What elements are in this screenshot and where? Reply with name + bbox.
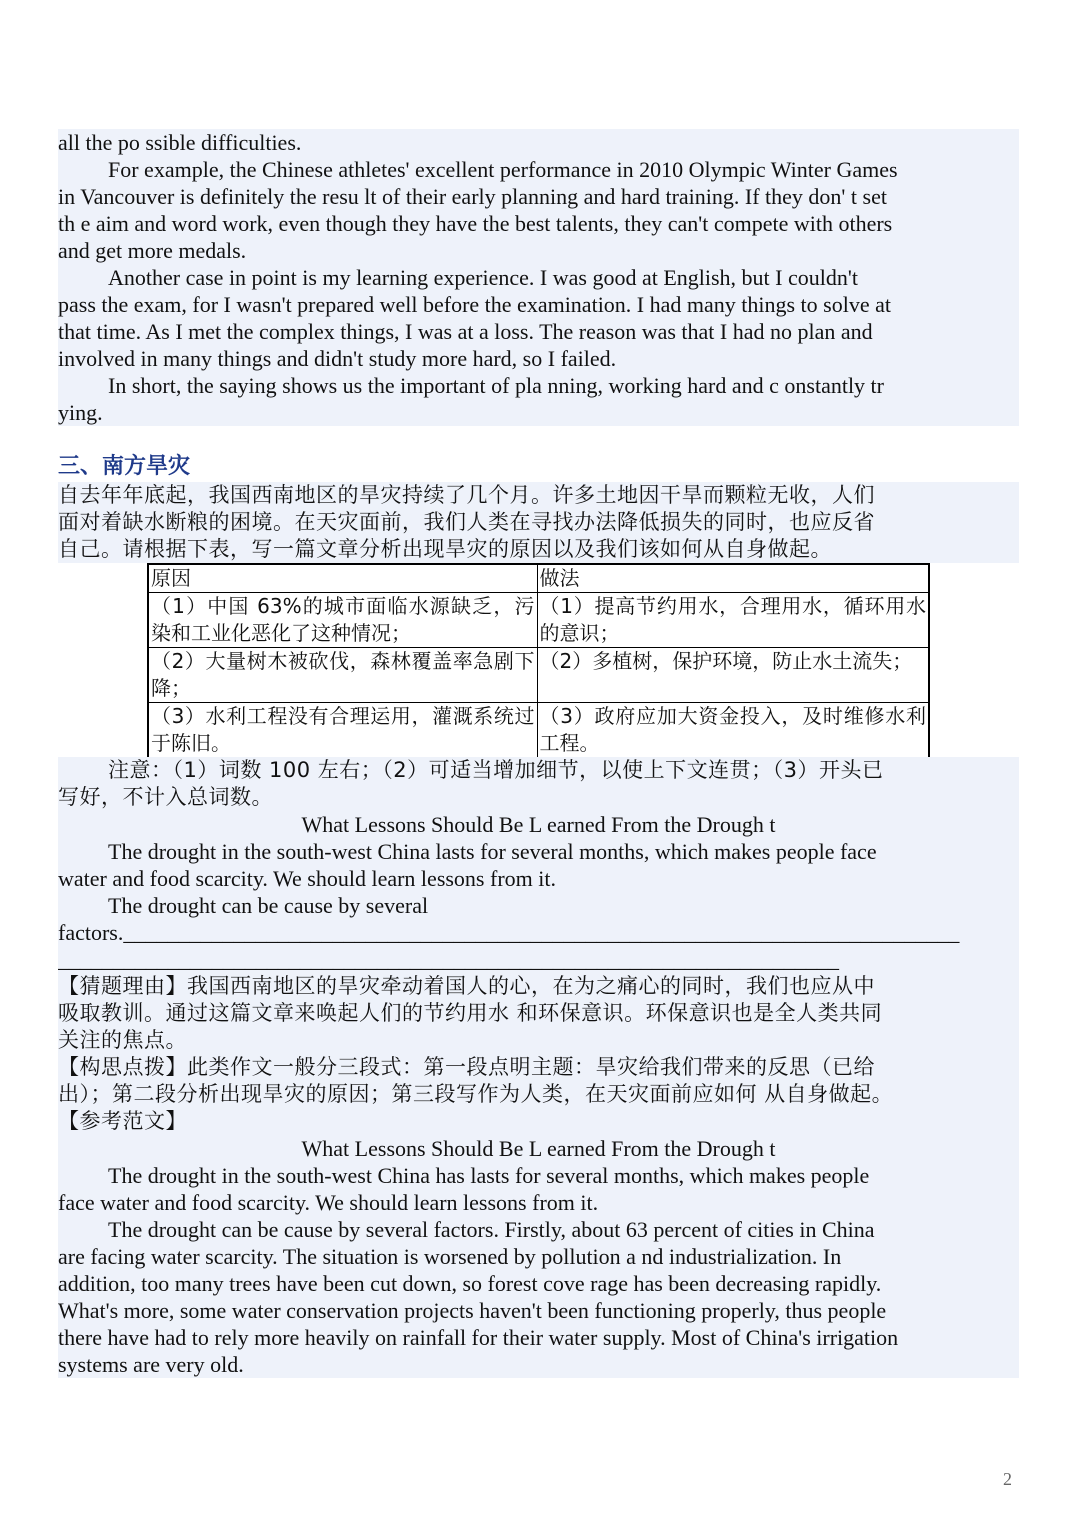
cell-text: （2）多植树，保护环境，防止水土流失； [539,649,913,673]
text-line: The drought in the south-west China has lasts for several months, which makes people [108,1163,870,1188]
notes-line: 写好，不计入总词数。 [58,785,273,809]
section-heading: 三、南方旱灾 [58,454,191,479]
text-line: involved in many things and didn't study more hard, so I failed. [58,346,617,371]
prompt-intro-block [58,482,1019,563]
reason-line: 【猜题理由】我国西南地区的旱灾牵动着国人的心，在为之痛心的同时，我们也应从中 [58,974,875,998]
text-line: 自己。请根据下表，写一篇文章分析出现旱灾的原因以及我们该如何从自身做起。 [58,537,832,561]
table-row [148,648,929,703]
table-cell [537,703,929,759]
table-cell [148,593,537,648]
essay-title: What Lessons Should Be L earned From the Drough t [301,812,776,837]
reference-title: What Lessons Should Be L earned From the Drough t [301,1136,776,1161]
text-line: water and food scarcity. We should learn lessons from it. [58,866,556,891]
cell-text: （3）水利工程没有合理运用，灌溉系统过于陈旧。 [151,704,535,755]
text-line: there have had to rely more heavily on rainfall for their water supply. Most of China's irrigation [58,1325,899,1350]
page-number: 2 [1003,1469,1012,1489]
table-cell [148,703,537,759]
text-line: 面对着缺水断粮的困境。在天灾面前，我们人类在寻找办法降低损失的同时，也应反省 [58,510,875,534]
table-header-cell: 做法 [537,564,929,593]
guidance-line: 【构思点拨】此类作文一般分三段式：第一段点明主题：旱灾给我们带来的反思（已给 [58,1055,875,1079]
table-row [148,593,929,648]
table-header-row [148,564,929,593]
text-line: pass the exam, for I wasn't prepared well before the examination. I had many things to solve at [58,292,891,317]
text-line: What's more, some water conservation projects haven't been functioning properly, thus people [58,1298,887,1323]
text-line: systems are very old. [58,1352,244,1377]
reference-label: 【参考范文】 [58,1109,187,1133]
notes-and-answer-block [58,757,1019,1378]
text-line: ying. [58,400,103,425]
cell-text: （1）提高节约用水，合理用水，循环用水的意识； [539,594,926,645]
text-line: and get more medals. [58,238,247,263]
text-line: For example, the Chinese athletes' excellent performance in 2010 Olympic Winter Games [108,157,898,182]
reason-line: 关注的焦点。 [58,1028,187,1052]
table-cell [537,648,929,703]
text-line: that time. As I met the complex things, I was at a loss. The reason was that I had no plan and [58,319,873,344]
text-line: The drought in the south-west China lasts for several months, which makes people face [108,839,877,864]
text-line: all the po ssible difficulties. [58,130,302,155]
cell-text: （1）中国 63%的城市面临水源缺乏，污染和工业化恶化了这种情况； [151,594,535,645]
text-line: 自去年年底起，我国西南地区的旱灾持续了几个月。许多土地因干旱而颗粒无收，人们 [58,483,875,507]
text-line: The drought can be cause by several factors. Firstly, about 63 percent of cities in China [108,1217,875,1242]
text-line: are facing water scarcity. The situation is worsened by pollution a nd industrialization. In [58,1244,842,1269]
guidance-line: 出）；第二段分析出现旱灾的原因；第三段写作为人类，在天灾面前应如何 从自身做起。 [58,1082,894,1106]
text-line: in Vancouver is definitely the resu lt of their early planning and hard training. If they don' t set [58,184,887,209]
table-cell [537,593,929,648]
reason-line: 吸取教训。通过这篇文章来唤起人们的节约用水 和环保意识。环保意识也是全人类共同 [58,1001,883,1025]
text-line: In short, the saying shows us the important of pla nning, working hard and c onstantly tr [108,373,884,398]
table-cell [148,648,537,703]
text-line: addition, too many trees have been cut down, so forest cove rage has been decreasing rapidly. [58,1271,882,1296]
table-header-cell: 原因 [148,564,537,593]
text-line: face water and food scarcity. We should learn lessons from it. [58,1190,599,1215]
text-line: The drought can be cause by several [108,893,429,918]
text-line: Another case in point is my learning experience. I was good at English, but I couldn't [108,265,858,290]
cell-text: （3）政府应加大资金投入，及时维修水利工程。 [539,704,926,755]
cell-text: （2）大量树木被砍伐，森林覆盖率急剧下降； [151,649,535,700]
notes-line: 注意：（1）词数 100 左右；（2）可适当增加细节，以使上下文连贯；（3）开头已 [108,758,884,782]
blank-line: _______________________________________________________________________ [58,947,839,972]
table-row [148,703,929,759]
blank-line: factors.____________________________________________________________________________ [58,920,960,945]
cause-action-table [147,563,930,759]
essay-passage-block [58,129,1019,426]
text-line: th e aim and word work, even though they have the best talents, they can't compete with others [58,211,893,236]
